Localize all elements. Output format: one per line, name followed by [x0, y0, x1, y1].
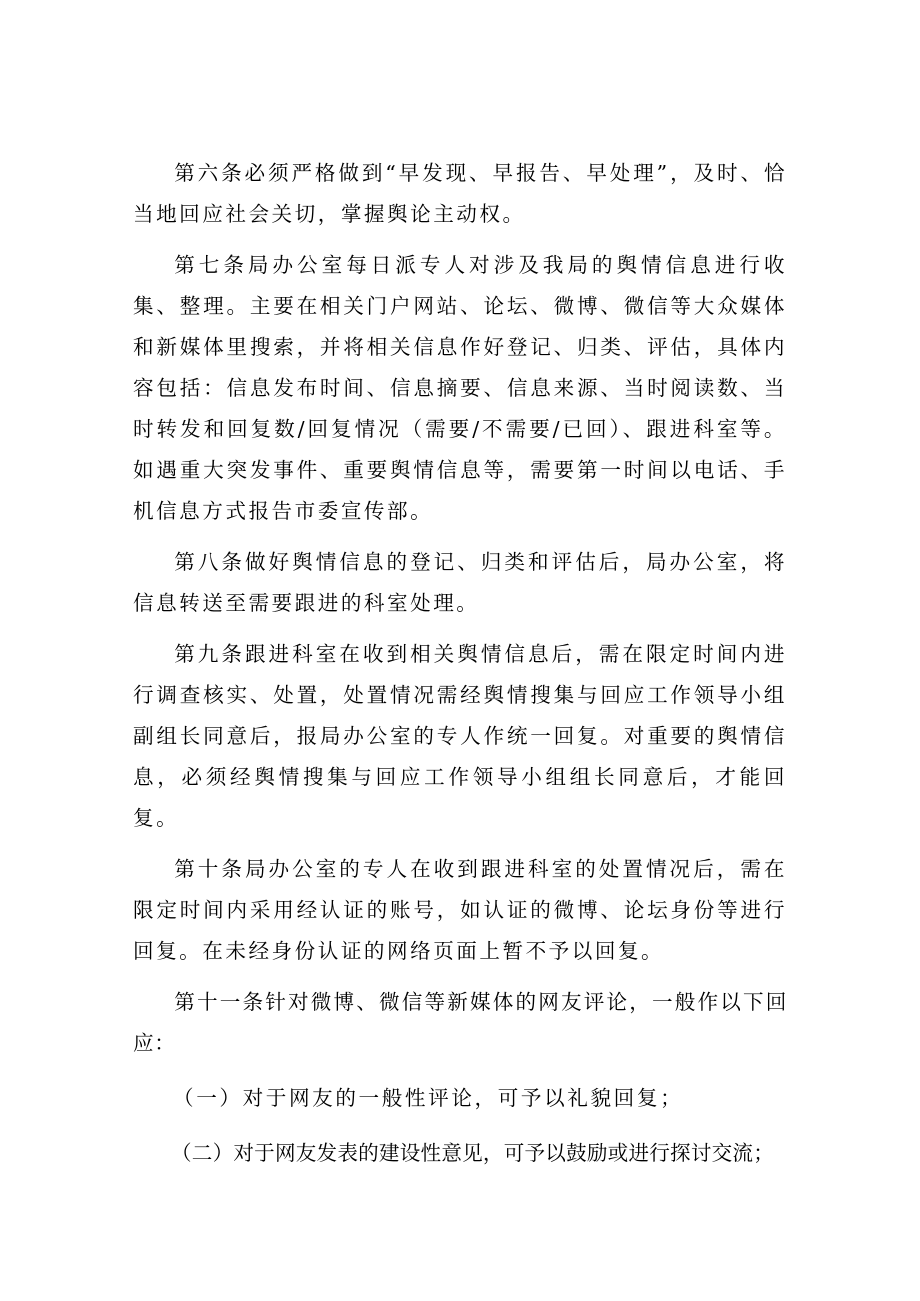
article-6-paragraph: 第六条必须严格做到“早发现、早报告、早处理”，及时、恰当地回应社会关切，掌握舆论主动权。 — [133, 161, 787, 226]
article-7-paragraph: 第七条局办公室每日派专人对涉及我局的舆情信息进行收集、整理。主要在相关门户网站、论坛、微博、微信等大众媒体和新媒体里搜索，并将相关信息作好登记、归类、评估，具体内容包括：信息发布时间、信息摘要、信息来源、当时阅读数、当时转发和回复数/回复情况（需要/不需要/已回）、跟进科室等。如遇重大突发事件、重要舆情信息等，需要第一时间以电话、手机信息方式报告市委宣传部。 — [133, 253, 787, 523]
article-10-paragraph: 第十条局办公室的专人在收到跟进科室的处置情况后，需在限定时间内采用经认证的账号，如认证的微博、论坛身份等进行回复。在未经身份认证的网络页面上暂不予以回复。 — [133, 857, 787, 963]
list-item-1: （一）对于网友的一般性评论，可予以礼貌回复； — [173, 1086, 684, 1110]
article-11-paragraph: 第十一条针对微博、微信等新媒体的网友评论，一般作以下回应： — [133, 990, 787, 1055]
article-9-paragraph: 第九条跟进科室在收到相关舆情信息后，需在限定时间内进行调查核实、处置，处置情况需经舆情搜集与回应工作领导小组副组长同意后，报局办公室的专人作统一回复。对重要的舆情信息，必须经舆情搜集与回应工作领导小组组长同意后，才能回复。 — [133, 642, 787, 830]
article-8-paragraph: 第八条做好舆情信息的登记、归类和评估后，局办公室，将信息转送至需要跟进的科室处理。 — [133, 550, 787, 615]
document-body — [133, 153, 787, 1174]
list-item-2: （二）对于网友发表的建设性意见，可予以鼓励或进行探讨交流； — [171, 1141, 775, 1165]
